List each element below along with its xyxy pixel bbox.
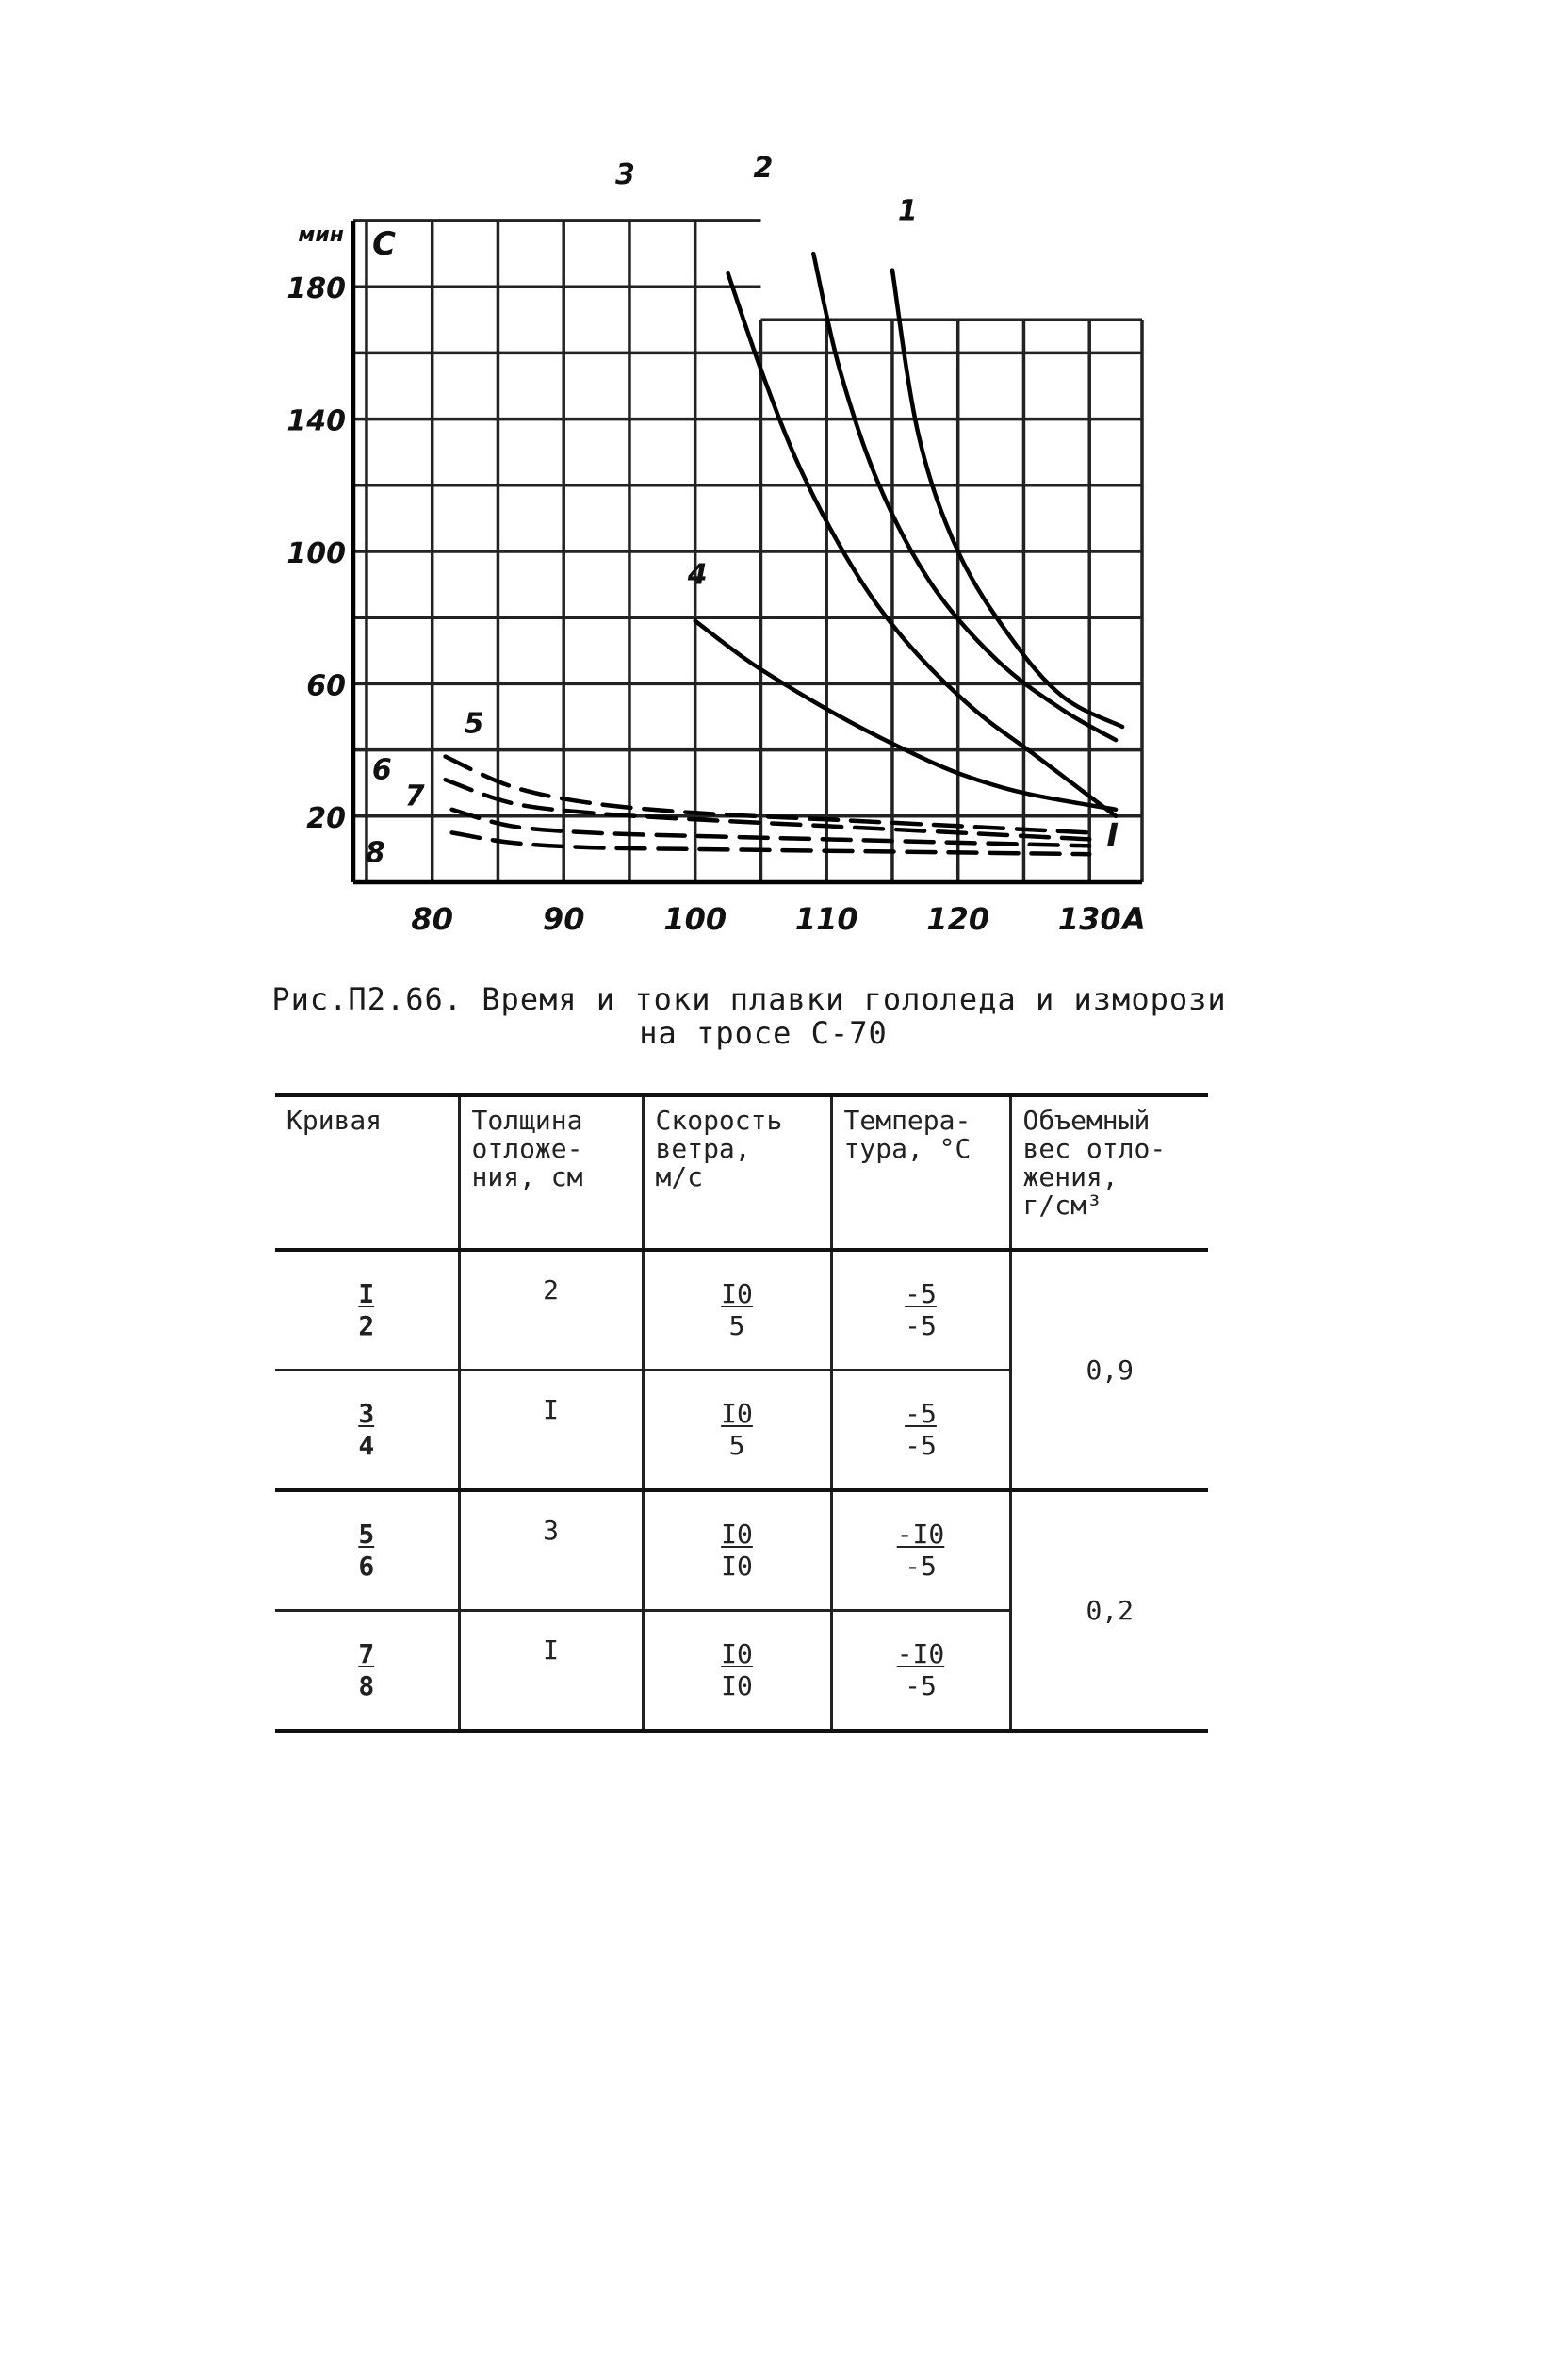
curve-cell [275, 1490, 459, 1611]
wind-cell [643, 1611, 831, 1732]
curve-pair-bottom: 6 [358, 1551, 375, 1582]
header-line: жения, [1022, 1161, 1119, 1192]
series-label-3: 3 [614, 157, 635, 191]
chart-series [446, 254, 1123, 854]
wind-pair-bottom: 5 [728, 1310, 745, 1341]
y-tick-label: 180 [286, 272, 346, 306]
header-line: ветра, [655, 1133, 751, 1164]
thickness-cell [459, 1371, 643, 1491]
curve-pair-top: 7 [358, 1638, 375, 1669]
wind-cell [643, 1250, 831, 1371]
temp-cell [831, 1611, 1010, 1732]
x-tick-label: 130 [1057, 901, 1121, 937]
series-label-5: 5 [464, 707, 484, 741]
curve-cell [275, 1371, 459, 1491]
header-line: Кривая [286, 1105, 383, 1136]
thickness-cell [459, 1611, 643, 1732]
series-label-7: 7 [404, 780, 425, 813]
curve-pair-bottom: 8 [358, 1670, 375, 1701]
x-tick-label: 80 [411, 901, 453, 937]
header-line: Скорость [655, 1105, 783, 1136]
wind-pair [721, 1398, 753, 1462]
header-line: Темпера- [843, 1105, 972, 1136]
temp-pair [905, 1398, 937, 1462]
curve-pair-bottom: 2 [358, 1310, 375, 1341]
temp-pair-bottom: -5 [905, 1310, 937, 1341]
temp-pair-bottom: -5 [905, 1670, 937, 1701]
series-label-8: 8 [365, 836, 385, 870]
series-label-2: 2 [753, 151, 774, 185]
series-line-2 [813, 254, 1116, 740]
header-line: м/с [655, 1161, 704, 1192]
wind-pair [721, 1519, 753, 1583]
y-axis-label: мин [298, 223, 344, 247]
temp-pair-top: -I0 [896, 1519, 945, 1550]
thickness-value: I [543, 1634, 559, 1666]
thickness-value: 3 [543, 1515, 559, 1546]
curve-pair [358, 1278, 374, 1342]
header-cell [275, 1095, 459, 1250]
series-line-3 [728, 273, 1117, 816]
curve-pair-top: 3 [358, 1398, 375, 1429]
curve-pair-bottom: 4 [358, 1430, 375, 1461]
header-row [275, 1095, 1208, 1250]
thickness-value: 2 [543, 1274, 559, 1306]
x-axis-label: A [1122, 901, 1146, 937]
temp-pair-top: -5 [905, 1398, 937, 1429]
series-label-4: 4 [687, 558, 708, 592]
series-line-4 [695, 621, 1116, 810]
temp-pair-bottom: -5 [905, 1430, 937, 1461]
thickness-value: I [543, 1394, 559, 1425]
header-line: ния, см [471, 1161, 583, 1192]
series-label-1: 1 [897, 194, 918, 228]
temp-pair-top: -I0 [896, 1638, 945, 1669]
wind-pair-top: I0 [721, 1398, 753, 1429]
table-row [275, 1490, 1208, 1611]
weight-value: 0,2 [1086, 1595, 1135, 1626]
temp-pair-bottom: -5 [905, 1551, 937, 1582]
wind-pair [721, 1278, 753, 1342]
header-line: г/см³ [1022, 1190, 1102, 1221]
curve-pair [358, 1519, 374, 1583]
parameters-table [275, 1093, 1208, 1733]
thickness-cell [459, 1250, 643, 1371]
weight-value: 0,9 [1086, 1355, 1135, 1386]
header-line: вес отло- [1022, 1133, 1167, 1164]
table-row [275, 1250, 1208, 1371]
header-cell [459, 1095, 643, 1250]
header-cell [1010, 1095, 1208, 1250]
curve-cell [275, 1611, 459, 1732]
wind-pair-top: I0 [721, 1519, 753, 1550]
header-line: Объемный [1022, 1105, 1151, 1136]
curve-pair-top: I [358, 1278, 375, 1309]
x-tick-label: 90 [542, 901, 585, 937]
curve-pair [358, 1638, 374, 1702]
weight-cell [1010, 1250, 1208, 1490]
header-line: отложе- [471, 1133, 583, 1164]
y-axis-corner-label: С [372, 225, 396, 263]
x-tick-label: 120 [926, 901, 990, 937]
curve-pair-top: 5 [358, 1519, 375, 1550]
header-cell [831, 1095, 1010, 1250]
temp-cell [831, 1490, 1010, 1611]
chart [0, 0, 1568, 943]
header-line: тура, °С [843, 1133, 972, 1164]
wind-pair-top: I0 [721, 1638, 753, 1669]
wind-pair-bottom: 5 [728, 1430, 745, 1461]
series-label-6: 6 [371, 753, 392, 787]
wind-pair [721, 1638, 753, 1702]
temp-pair-top: -5 [905, 1278, 937, 1309]
curve-pair [358, 1398, 374, 1462]
x-tick-label: 100 [663, 901, 727, 937]
caption-line-1: Рис.П2.66. Время и токи плавки гололеда и изморози [271, 981, 1227, 1017]
wind-cell [643, 1371, 831, 1491]
table-header [275, 1095, 1208, 1250]
series-line-5 [446, 757, 1090, 833]
thickness-cell [459, 1490, 643, 1611]
y-tick-label: 60 [306, 669, 346, 703]
temp-pair [897, 1638, 945, 1702]
wind-cell [643, 1490, 831, 1611]
wind-pair-bottom: I0 [721, 1551, 753, 1582]
table-body [275, 1250, 1208, 1731]
temp-pair [905, 1278, 937, 1342]
chart-grid [353, 221, 1142, 882]
temp-cell [831, 1250, 1010, 1371]
y-tick-label: 20 [306, 801, 346, 835]
curve-cell [275, 1250, 459, 1371]
wind-pair-bottom: I0 [721, 1670, 753, 1701]
weight-cell [1010, 1490, 1208, 1731]
temp-cell [831, 1371, 1010, 1491]
temp-pair [897, 1519, 945, 1583]
y-tick-label: 140 [286, 404, 346, 438]
x-tick-label: 110 [794, 901, 858, 937]
chart-annotation: I [1106, 816, 1119, 855]
wind-pair-top: I0 [721, 1278, 753, 1309]
header-cell [643, 1095, 831, 1250]
figure-caption [273, 982, 1253, 1050]
header-line: Толщина [471, 1105, 583, 1136]
y-tick-label: 100 [286, 537, 346, 570]
caption-line-2: на тросе С-70 [639, 1015, 888, 1051]
